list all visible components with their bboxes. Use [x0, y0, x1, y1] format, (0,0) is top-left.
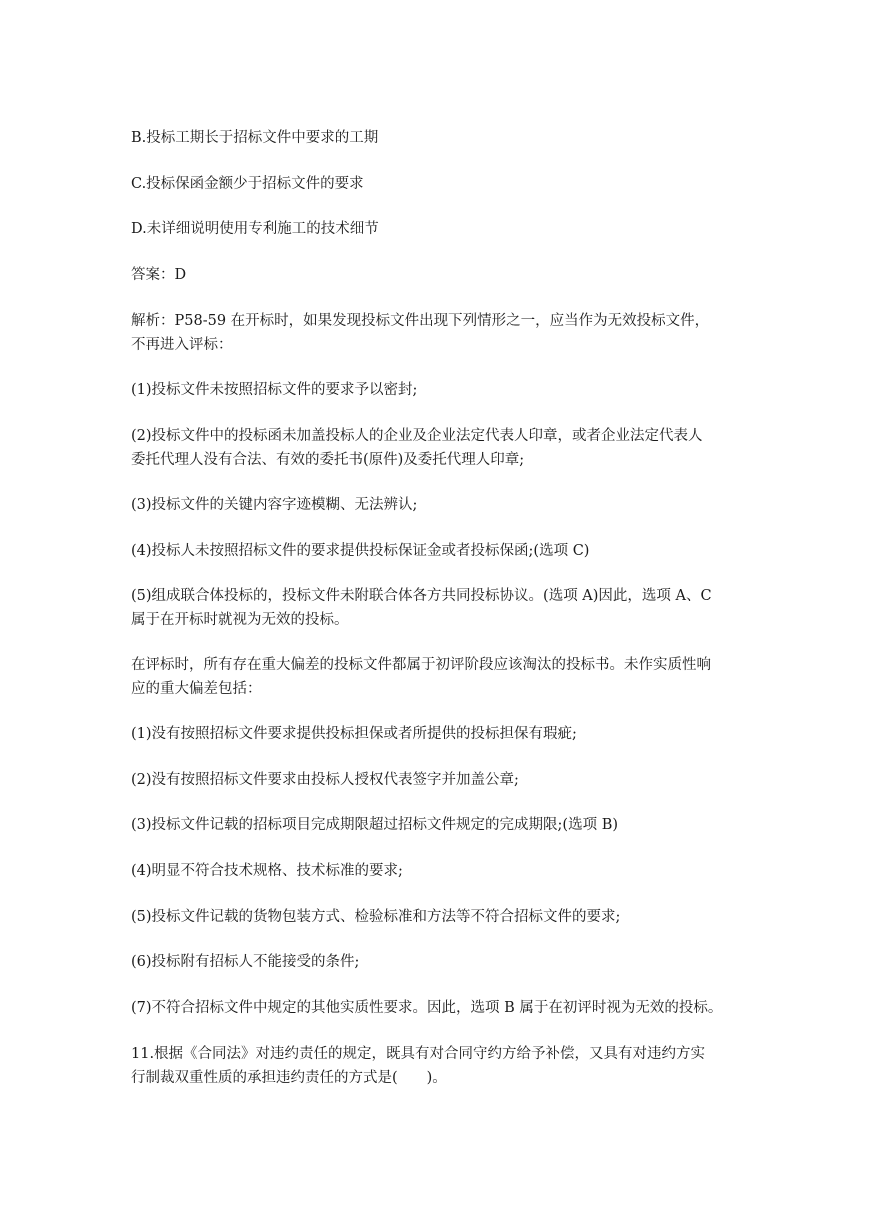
list-item	[131, 378, 743, 402]
evaluation-intro	[131, 653, 743, 701]
answer	[131, 263, 743, 287]
list-item	[131, 996, 743, 1020]
text-line: 11.根据《合同法》对违约责任的规定，既具有对合同守约方给予补偿，又具有对违约方实	[131, 1046, 706, 1062]
list-item	[131, 584, 743, 632]
text-line: (5)投标文件记载的货物包装方式、检验标准和方法等不符合招标文件的要求;	[131, 909, 621, 925]
list-item	[131, 859, 743, 883]
text-line: (3)投标文件的关键内容字迹模糊、无法辨认;	[131, 497, 418, 513]
text-line: 在评标时，所有存在重大偏差的投标文件都属于初评阶段应该淘汰的投标书。未作实质性响	[131, 657, 711, 673]
list-item	[131, 905, 743, 929]
option-d	[131, 217, 743, 241]
text-line: D.未详细说明使用专利施工的技术细节	[131, 221, 379, 237]
text-line: 行制裁双重性质的承担违约责任的方式是( )。	[131, 1070, 447, 1086]
text-line: (4)明显不符合技术规格、技术标准的要求;	[131, 863, 403, 879]
text-line: B.投标工期长于招标文件中要求的工期	[131, 130, 379, 146]
question-11	[131, 1042, 743, 1090]
text-line: (1)没有按照招标文件要求提供投标担保或者所提供的投标担保有瑕疵;	[131, 726, 577, 742]
text-line: 解析：P58-59 在开标时，如果发现投标文件出现下列情形之一，应当作为无效投标文件，	[131, 313, 710, 329]
text-line: 属于在开标时就视为无效的投标。	[131, 612, 349, 628]
text-line: (7)不符合招标文件中规定的其他实质性要求。因此，选项 B 属于在初评时视为无效的投标。	[131, 1000, 723, 1016]
list-item	[131, 424, 743, 472]
list-item	[131, 813, 743, 837]
text-line: (5)组成联合体投标的，投标文件未附联合体各方共同投标协议。(选项 A)因此，选项 A、C	[131, 588, 712, 604]
list-item	[131, 539, 743, 563]
text-line: (2)投标文件中的投标函未加盖投标人的企业及企业法定代表人印章，或者企业法定代表人	[131, 428, 703, 444]
text-line: (3)投标文件记载的招标项目完成期限超过招标文件规定的完成期限;(选项 B)	[131, 817, 619, 833]
option-b	[131, 126, 743, 150]
text-line: 不再进入评标：	[131, 337, 233, 353]
text-line: C.投标保函金额少于招标文件的要求	[131, 176, 364, 192]
text-line: 应的重大偏差包括：	[131, 681, 262, 697]
text-line: (6)投标附有招标人不能接受的条件;	[131, 954, 360, 970]
list-item	[131, 493, 743, 517]
text-line: (2)没有按照招标文件要求由投标人授权代表签字并加盖公章;	[131, 772, 519, 788]
analysis-intro	[131, 309, 743, 357]
text-line: 委托代理人没有合法、有效的委托书(原件)及委托代理人印章;	[131, 452, 525, 468]
text-line: 答案：D	[131, 267, 187, 283]
text-line: (4)投标人未按照招标文件的要求提供投标保证金或者投标保函;(选项 C)	[131, 543, 590, 559]
list-item	[131, 768, 743, 792]
list-item	[131, 722, 743, 746]
option-c	[131, 172, 743, 196]
list-item	[131, 950, 743, 974]
text-line: (1)投标文件未按照招标文件的要求予以密封;	[131, 382, 418, 398]
